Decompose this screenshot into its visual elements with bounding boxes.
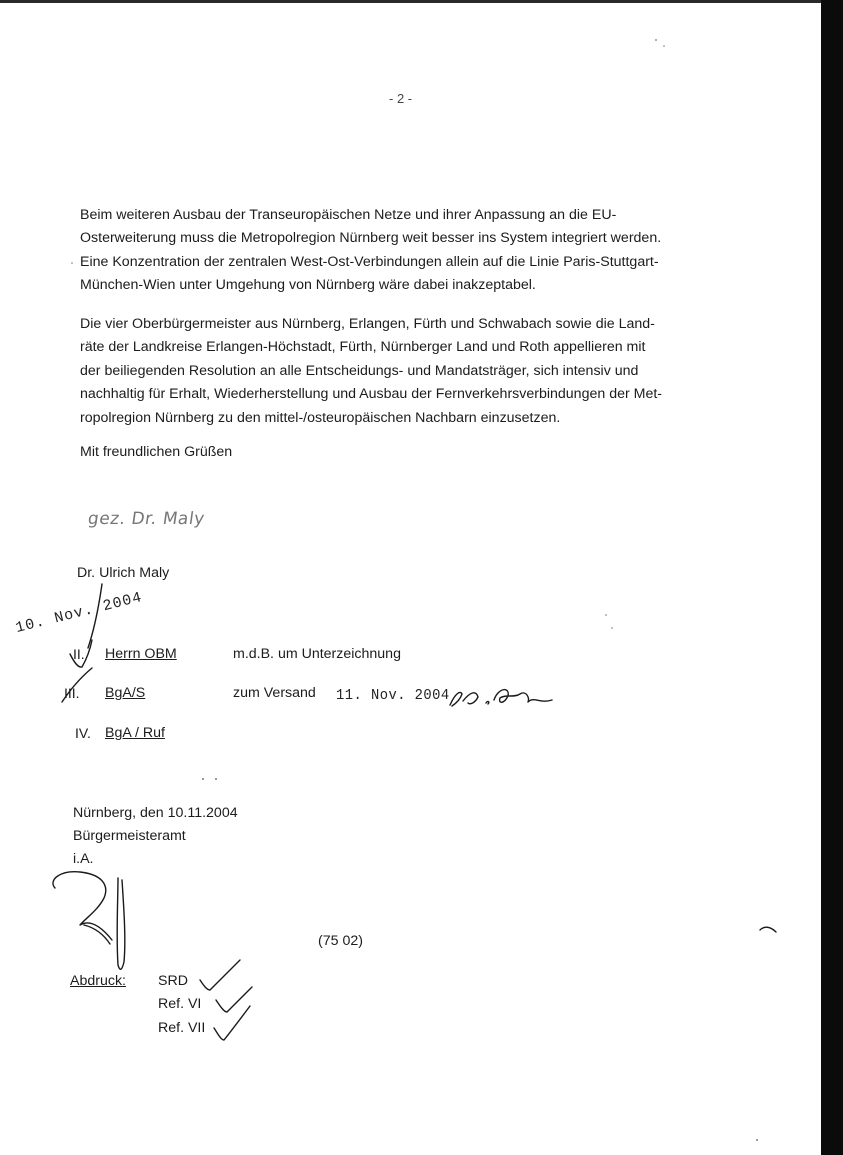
office-name: Bürgermeisteramt xyxy=(73,828,186,844)
paragraph-1-line: Beim weiteren Ausbau der Transeuropäischen Netze und ihrer Anpassung an die EU- xyxy=(80,207,617,223)
page-number: - 2 - xyxy=(389,91,413,106)
paragraph-2-line: ropolregion Nürnberg zu den mittel-/osteuropäischen Nachbarn einzusetzen. xyxy=(80,409,561,426)
paragraph-1-line: München-Wien unter Umgehung von Nürnberg wäre dabei inakzeptabel. xyxy=(80,277,536,294)
check-mark-srd xyxy=(200,960,240,990)
greeting: Mit freundlichen Grüßen xyxy=(80,444,233,460)
paragraph-2-line: Die vier Oberbürgermeister aus Nürnberg, Erlangen, Fürth und Schwabach sowie die Land- xyxy=(80,316,655,332)
signer-name: Dr. Ulrich Maly xyxy=(77,565,170,581)
paragraph-2-line: der beiliegenden Resolution an alle Entscheidungs- und Mandatsträger, sich intensiv und xyxy=(80,362,639,379)
scan-edge-top xyxy=(0,0,821,3)
copy-recipient: Ref. VII xyxy=(158,1020,206,1036)
by-order: i.A. xyxy=(73,851,94,867)
paragraph-1-line: Osterweiterung muss die Metropolregion Nürnberg weit besser ins System integriert werden. xyxy=(80,230,662,247)
check-mark-ref-vii xyxy=(214,1006,250,1040)
routing-number: III. xyxy=(64,685,80,701)
paragraph-1 xyxy=(80,204,720,298)
signature-stamp: gez. Dr. Maly xyxy=(86,509,207,529)
check-mark-ref-vi xyxy=(216,987,252,1012)
routing-number: IV. xyxy=(75,725,91,741)
routing-recipient: BgA/S xyxy=(105,685,146,701)
paragraph-2 xyxy=(80,313,720,430)
copy-recipient: SRD xyxy=(158,973,188,989)
scan-edge-right xyxy=(821,0,843,1155)
copies-label: Abdruck: xyxy=(70,973,126,989)
initials-mark xyxy=(450,690,552,706)
handwritten-signature xyxy=(53,872,125,970)
routing-number: II. xyxy=(73,646,85,662)
routing-recipient: Herrn OBM xyxy=(105,646,177,662)
routing-note: zum Versand xyxy=(233,685,316,701)
margin-mark xyxy=(760,927,776,932)
paragraph-2-line: räte der Landkreise Erlangen-Höchstadt, Fürth, Nürnberger Land und Roth appellieren mit xyxy=(80,339,646,356)
sent-date-stamp: 11. Nov. 2004 xyxy=(336,687,450,704)
routing-note: m.d.B. um Unterzeichnung xyxy=(233,646,401,662)
file-reference: (75 02) xyxy=(318,933,363,949)
paragraph-1-line: Eine Konzentration der zentralen West-Ost-Verbindungen allein auf die Linie Paris-Stuttgart- xyxy=(80,253,659,270)
paragraph-2-line: nachhaltig für Erhalt, Wiederherstellung und Ausbau der Fernverkehrsverbindungen der Met- xyxy=(80,386,663,403)
place-date: Nürnberg, den 10.11.2004 xyxy=(73,805,238,821)
routing-recipient: BgA / Ruf xyxy=(105,725,165,741)
copy-recipient: Ref. VI xyxy=(158,996,202,1012)
received-date-stamp: 10. Nov. 2004 xyxy=(13,589,145,637)
